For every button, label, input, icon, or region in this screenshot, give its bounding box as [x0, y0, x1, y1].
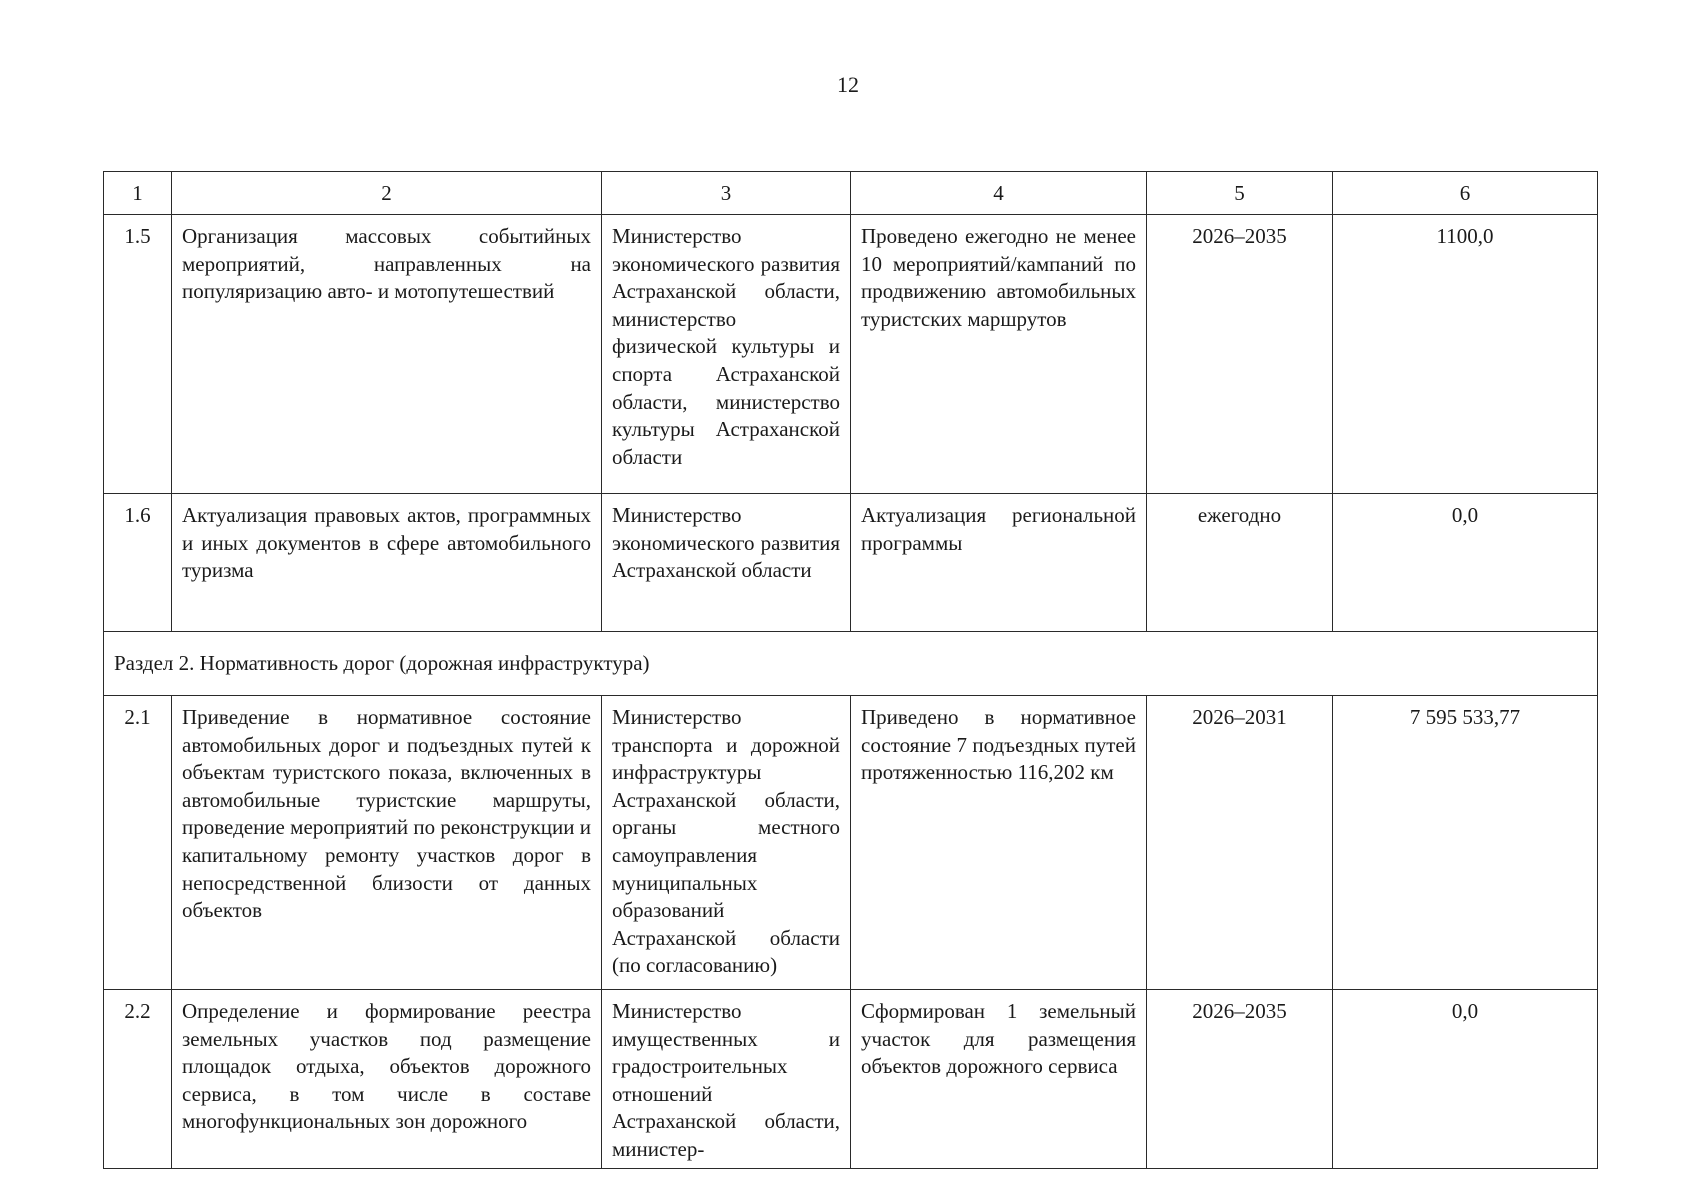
funding-cell: 7 595 533,77 [1333, 696, 1598, 990]
funding-cell: 0,0 [1333, 990, 1598, 1169]
activity-cell: Приведение в нормативное состояние автомобильных дорог и подъездных путей к объектам туристского показа, включенных в автомобильные туристские маршруты, проведение мероприятий по реконструкции и капитальному ремонту участков дорог в непосредственной близости от данных объектов [172, 696, 602, 990]
row-number: 1.5 [104, 215, 172, 494]
header-cell-6: 6 [1333, 172, 1598, 215]
table-row [104, 990, 1598, 1169]
result-cell: Сформирован 1 земельный участок для размещения объектов дорожного сервиса [851, 990, 1147, 1169]
result-cell: Приведено в нормативное состояние 7 подъездных путей протяженностью 116,202 км [851, 696, 1147, 990]
executor-cell: Министерство имущественных и градостроительных отношений Астраханской области, министер- [602, 990, 851, 1169]
table-row [104, 215, 1598, 494]
activity-cell: Организация массовых событийных мероприятий, направленных на популяризацию авто- и мотопутешествий [172, 215, 602, 494]
row-number: 2.1 [104, 696, 172, 990]
header-cell-1: 1 [104, 172, 172, 215]
header-cell-3: 3 [602, 172, 851, 215]
activity-cell: Определение и формирование реестра земельных участков под размещение площадок отдыха, объектов дорожного сервиса, в том числе в составе многофункциональных зон дорожного [172, 990, 602, 1169]
row-number: 1.6 [104, 494, 172, 632]
period-cell: 2026–2031 [1147, 696, 1333, 990]
header-cell-4: 4 [851, 172, 1147, 215]
funding-cell: 1100,0 [1333, 215, 1598, 494]
header-cell-5: 5 [1147, 172, 1333, 215]
table-row [104, 696, 1598, 990]
period-cell: 2026–2035 [1147, 990, 1333, 1169]
period-cell: 2026–2035 [1147, 215, 1333, 494]
funding-cell: 0,0 [1333, 494, 1598, 632]
section-row [104, 632, 1598, 696]
activity-cell: Актуализация правовых актов, программных и иных документов в сфере автомобильного туризма [172, 494, 602, 632]
table-header-row [104, 172, 1598, 215]
executor-cell: Министерство экономического развития Астраханской области [602, 494, 851, 632]
period-cell: ежегодно [1147, 494, 1333, 632]
row-number: 2.2 [104, 990, 172, 1169]
header-cell-2: 2 [172, 172, 602, 215]
executor-cell: Министерство экономического развития Астраханской области, министерство физической культуры и спорта Астраханской области, министерство культуры Астраханской области [602, 215, 851, 494]
table-row [104, 494, 1598, 632]
section-title: Раздел 2. Нормативность дорог (дорожная инфраструктура) [104, 632, 1598, 696]
executor-cell: Министерство транспорта и дорожной инфраструктуры Астраханской области, органы местного самоуправления муниципальных образований Астраханской области (по согласованию) [602, 696, 851, 990]
result-cell: Проведено ежегодно не менее 10 мероприятий/кампаний по продвижению автомобильных туристских маршрутов [851, 215, 1147, 494]
activities-table [103, 171, 1598, 1169]
page-number: 12 [837, 72, 859, 97]
result-cell: Актуализация региональной программы [851, 494, 1147, 632]
